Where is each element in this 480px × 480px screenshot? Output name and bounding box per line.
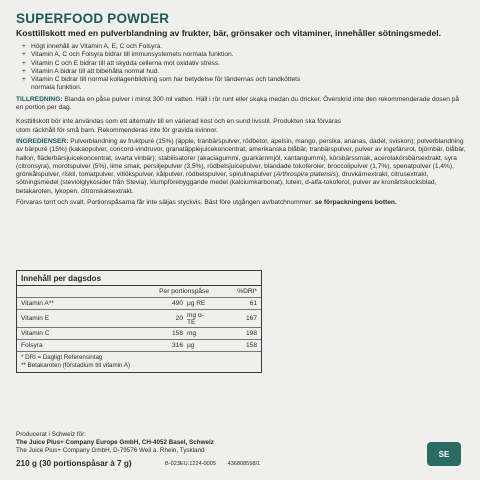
benefit-item: + Vitamin C bidrar till normal kollagenbildning som har betydelse för tändernas och tandköttets normala funktion. <box>22 76 466 93</box>
storage-text: Förvaras torrt och svalt. Portionspåsarna får inte säljas styckvis. Bäst före utgången av/batchnummer: <box>16 199 315 207</box>
product-title: SUPERFOOD POWDER <box>16 11 170 26</box>
nutrient-name: Folsyra <box>17 340 114 352</box>
table-row <box>17 298 261 310</box>
nutrient-dri: 167 <box>213 310 261 328</box>
nutrient-name: Vitamin C <box>17 328 114 340</box>
nutrient-dri: 61 <box>213 298 261 310</box>
ingredients-italic: Arthrospira platensis <box>275 171 336 179</box>
ingredients-text: Pulverblandning av fruktpuré (15%) (äpple, tranbärspulver, rödbetor, apelsin, mango, persika, ananas, dadel, sviskon); pulverblandning av bärpuré (15%) (kakaopulver, concord-vindruvor, granatäpplejuicekoncentrat, amerikanska blåbär, tranbärspulver, pulver av ingefärsrot, björnbär, blåbär, hallon, fläderbärsjuicekoncentrat, svarta vinbär); stabilisatorer (akaciagummi, guarkärnmjöl, xantangummi), körsbärssmak, acerolakörsbärsextrakt, syra (citronsyra), morotspulver (5%), lime smak, persiljepulver (3,5%), rödbetsjuicepulver, blandade tokoferoler, broccolipulver (1,7%), spenatpulver (1,4%), grönkålspulver, riskli, tomatpulver, vitlökspulver, kålpulver, rödbetspulver, spirulinapulver ( <box>16 137 466 179</box>
language-badge: SE <box>427 442 461 466</box>
advice-paragraph: Kosttillskott bör inte användas som ett alternativ till en varierad kost och en sund livsstil. Produkten ska förvaras utom räckhåll för små barn. Rekommenderas inte för gravida kvinnor. <box>16 118 342 134</box>
ingredients-paragraph <box>16 138 466 196</box>
manufacturer-info <box>16 431 466 454</box>
nutrient-dri: 158 <box>213 340 261 352</box>
portion-header: Per portionspåse <box>114 286 213 298</box>
nutrient-dri: 198 <box>213 328 261 340</box>
table-header-row <box>17 286 261 298</box>
ingredients-text-2: ), druvkärnextrakt, citrusextrakt, sötningsmedel (steviolglykosider från Stevia), klumpförebyggande medel (kalciumkarbonat), lutein, d-alfa-tokoferol, pulver av kronärtskocksblad, betakaroten, lykopen, citronskalsextrakt. <box>16 171 437 195</box>
nutrient-unit: µg <box>185 340 213 352</box>
product-subtitle: Kosttillskott med en pulverblandning av frukter, bär, grönsaker och vitaminer, innehåller sötningsmedel. <box>16 28 442 38</box>
label-content <box>16 12 466 207</box>
nutrient-name: Vitamin E <box>17 310 114 328</box>
nutrition-grid <box>17 286 261 352</box>
nutrient-value: 490 <box>114 298 185 310</box>
table-notes <box>17 352 261 372</box>
nutrient-value: 316 <box>114 340 185 352</box>
preparation-paragraph <box>16 96 466 113</box>
nutrient-value: 158 <box>114 328 185 340</box>
article-code: 436808598/1 <box>227 461 261 467</box>
product-codes <box>165 461 270 467</box>
nutrition-table <box>16 270 262 373</box>
table-row <box>17 340 261 352</box>
benefit-item: + Vitamin C och E bidrar till att skydda cellerna mot oxidativ stress. <box>22 60 466 68</box>
benefit-list <box>16 43 466 93</box>
dri-note: * DRI = Dagligt Referensintag <box>21 354 103 361</box>
produced-line: Producerat i Schweiz för: <box>16 431 86 438</box>
table-row <box>17 310 261 328</box>
company-line-2: The Juice Plus+ Company GmbH, D-79576 Weil a. Rhein, Tyskland <box>16 446 205 454</box>
net-weight: 210 g (30 portionspåsar à 7 g) <box>16 459 132 468</box>
nutrient-value: 20 <box>114 310 185 328</box>
nutrition-title: Innehåll per dagsdos <box>17 271 261 286</box>
storage-bold: se förpackningens botten. <box>314 199 397 207</box>
batch-code: B-023EU.1224-0005 <box>165 461 217 467</box>
nutrient-unit: mg <box>185 328 213 340</box>
nutrient-unit: mg α-TE <box>185 310 213 328</box>
benefit-item: + Vitamin A bidrar till att bibehålla normal hud. <box>22 68 466 76</box>
benefit-item: + Vitamin A, C och Folsyra bidrar till immunsystemets normala funktion. <box>22 51 466 59</box>
preparation-text: Blanda en påse pulver i minst 300 ml vatten. Häll i rör runt eller skaka medan du dricker. Överskrid inte den rekommenderade dosen på en portion per dag. <box>16 95 460 112</box>
betacarotene-note: ** Betakaroten (förstadium till vitamin A) <box>21 361 131 369</box>
ingredients-label: INGREDIENSER: <box>16 137 69 145</box>
preparation-label: TILLREDNING: <box>16 95 63 103</box>
storage-paragraph <box>16 199 466 207</box>
table-row <box>17 328 261 340</box>
benefit-item: + Högt innehåll av Vitamin A, E, C och Folsyra. <box>22 43 466 51</box>
dri-header: %DRI* <box>213 286 261 298</box>
nutrient-unit: µg RE <box>185 298 213 310</box>
company-line-1: The Juice Plus+ Company Europe GmbH, CH-4052 Basel, Schweiz <box>16 438 214 446</box>
nutrient-name: Vitamin A** <box>17 298 114 310</box>
